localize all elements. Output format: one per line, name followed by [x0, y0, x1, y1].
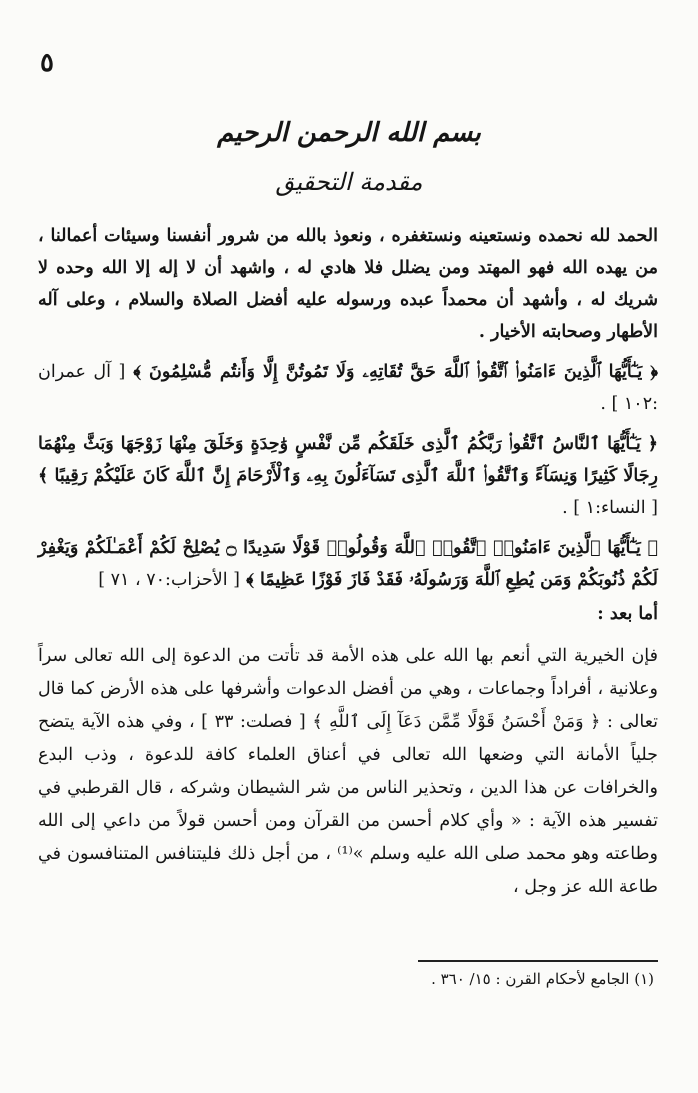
footnote: (١) الجامع لأحكام القرن : ١٥/ ٣٦٠ . — [431, 970, 654, 988]
verse-text: ﴿ يَـٰٓأَيُّهَا ٱلنَّاسُ ٱتَّقُوا۟ رَبَّكُمُ ٱلَّذِى خَلَقَكُم مِّن نَّفْسٍ وَٰحِدَةٍ وَخَلَقَ مِنْهَا زَوْجَهَا وَبَثَّ مِنْهُمَا رِجَالًا كَثِيرًا وَنِسَآءً وَٱتَّقُوا۟ ٱللَّهَ ٱلَّذِى تَسَآءَلُونَ بِهِۦ وَٱلْأَرْحَامَ إِنَّ ٱللَّهَ كَانَ عَلَيْكُمْ رَقِيبًا ﴾ — [38, 434, 658, 486]
footnote-divider — [418, 960, 658, 962]
verse-reference: [ آل عمران :١٠٢ ] . — [38, 362, 658, 414]
body-paragraph: فإن الخيرية التي أنعم بها الله على هذه الأمة قد تأتت من الدعوة إلى الله تعالى سراً وعلانية ، أفراداً وجماعات ، وهي من أفضل الدعوات وأشرفها على هذه الأرض كما قال تعالى : ﴿ وَمَنْ أَحْسَنُ قَوْلًا مِّمَّن دَعَآ إِلَى ٱللَّهِ ﴾ [ فصلت: ٣٣ ] ، وفي هذه الآية يتضح جلياً الأمانة التي وضعها الله تعالى في أعناق العلماء كافة للدعوة ، وذب البدع والخرافات عن هذا الدين ، وتحذير الناس من شر الشيطان وشركه ، قال القرطبي في تفسير هذه الآية : « وأي كلام أحسن من القرآن ومن أحسن قولاً من داعي إلى الله وطاعته وهو محمد صلى الله عليه وسلم »⁽¹⁾ ، من أجل ذلك فليتنافس المتنافسون في طاعة الله عز وجل ، — [38, 646, 659, 897]
quran-verse-2 — [38, 428, 658, 524]
quran-verse-3 — [38, 532, 658, 596]
intro-paragraph: الحمد لله نحمده ونستعينه ونستغفره ، ونعوذ بالله من شرور أنفسنا وسيئات أعمالنا ، من يهده الله فهو المهتد ومن يضلل فلا هادي له ، واشهد أن لا إله إلا الله وحده لا شريك له ، وأشهد أن محمداً عبده ورسوله عليه أفضل الصلاة والسلام ، وعلى آله الأطهار وصحابته الأخيار . — [38, 226, 658, 342]
basmala-calligraphy: بسم الله الرحمن الرحيم — [217, 118, 481, 148]
main-text — [38, 220, 658, 904]
verse-text: ﴿ يَـٰٓأَيُّهَا ٱلَّذِينَ ءَامَنُوا۟ ٱتَّقُوا۟ ٱللَّهَ وَقُولُوا۟ قَوْلًا سَدِيدًا ۝ يُصْلِحْ لَكُمْ أَعْمَـٰلَكُمْ وَيَغْفِرْ لَكُمْ ذُنُوبَكُمْ وَمَن يُطِعِ ٱللَّهَ وَرَسُولَهُۥ فَقَدْ فَازَ فَوْزًا عَظِيمًا ﴾ — [38, 538, 658, 590]
verse-text: ﴿ يَـٰٓأَيُّهَا ٱلَّذِينَ ءَامَنُوا۟ ٱتَّقُوا۟ ٱللَّهَ حَقَّ تُقَاتِهِۦ وَلَا تَمُوتُنَّ إِلَّا وَأَنتُم مُّسْلِمُونَ ﴾ — [133, 362, 658, 382]
quran-verse-1 — [38, 356, 658, 420]
section-title: مقدمة التحقيق — [275, 168, 423, 196]
page-number: ٥ — [40, 48, 54, 78]
verse-reference: [ النساء:١ ] . — [562, 498, 658, 518]
verse-reference: [ الأحزاب:٧٠ ، ٧١ ] — [98, 570, 240, 590]
ama-baad-heading: أما بعد : — [597, 604, 658, 624]
